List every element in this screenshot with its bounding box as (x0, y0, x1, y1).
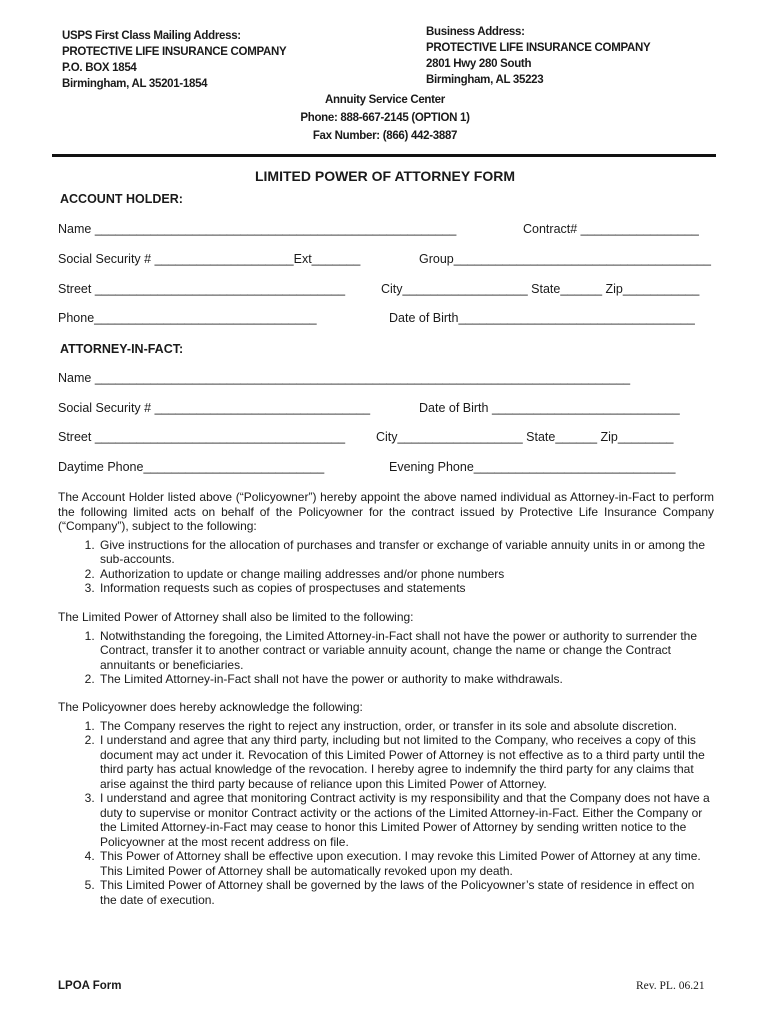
attorney-dob-field[interactable]: Date of Birth ___________________________ (419, 401, 680, 415)
list-item: 1. Give instructions for the allocation of purchases and transfer or exchange of variable annuity units in or among the sub-accounts. (98, 538, 714, 567)
limitations-intro: The Limited Power of Attorney shall also be limited to the following: (58, 610, 414, 624)
business-line: PROTECTIVE LIFE INSURANCE COMPANY (426, 42, 651, 54)
account-street-field[interactable]: Street ____________________________________ (58, 282, 346, 296)
service-center-phone: Phone: 888-667-2145 (OPTION 1) (300, 112, 470, 124)
intro-paragraph: The Account Holder listed above (“Policyowner”) hereby appoint the above named individual as Attorney-in-Fact to perform the following limited acts on behalf of the Policyowner for the contract issued by Protective Life Insurance Company (“Company”), subject to the following: (58, 490, 714, 533)
attorney-daytime-phone-field[interactable]: Daytime Phone__________________________ (58, 460, 325, 474)
list-item: 2. Authorization to update or change mailing addresses and/or phone numbers (98, 567, 714, 582)
account-holder-heading: ACCOUNT HOLDER: (60, 192, 183, 206)
business-line: Business Address: (426, 26, 525, 38)
service-center-fax: Fax Number: (866) 442-3887 (312, 130, 458, 142)
terms-section-2 (58, 610, 714, 687)
header-divider (52, 154, 716, 157)
account-city-state-zip-field[interactable]: City__________________ State______ Zip___________ (381, 282, 700, 296)
acknowledgement-intro: The Policyowner does hereby acknowledge the following: (58, 700, 363, 714)
list-item: 4. This Power of Attorney shall be effective upon execution. I may revoke this Limited Power of Attorney at any time. This Limited Power of Attorney shall be automatically revoked upon my death. (98, 849, 714, 878)
acknowledgement-list (58, 719, 714, 908)
attorney-ssn-field[interactable]: Social Security # _______________________________ (58, 401, 371, 415)
attorney-street-field[interactable]: Street ____________________________________ (58, 430, 346, 444)
usps-line: P.O. BOX 1854 (62, 62, 137, 74)
usps-line: Birmingham, AL 35201-1854 (62, 78, 208, 90)
business-line: 2801 Hwy 280 South (426, 58, 532, 70)
group-field[interactable]: Group_____________________________________ (419, 252, 711, 266)
contract-number-field[interactable]: Contract# _________________ (523, 222, 699, 236)
list-item: 5. This Limited Power of Attorney shall be governed by the laws of the Policyowner’s state of residence in effect on the date of execution. (98, 878, 714, 907)
usps-line: PROTECTIVE LIFE INSURANCE COMPANY (62, 46, 287, 58)
permitted-acts-list (58, 538, 714, 596)
account-name-field[interactable]: Name ____________________________________________________ (58, 222, 457, 236)
form-title: LIMITED POWER OF ATTORNEY FORM (254, 168, 516, 184)
terms-section-1 (58, 490, 714, 596)
terms-section-3 (58, 700, 714, 907)
business-line: Birmingham, AL 35223 (426, 74, 544, 86)
list-item: 3. Information requests such as copies of prospectuses and statements (98, 581, 714, 596)
service-center-line: Annuity Service Center (325, 94, 445, 106)
attorney-name-field[interactable]: Name _____________________________________________________________________________ (58, 371, 631, 385)
usps-line: USPS First Class Mailing Address: (62, 30, 241, 42)
account-dob-field[interactable]: Date of Birth__________________________________ (389, 311, 695, 325)
form-code: LPOA Form (58, 980, 122, 992)
revision-label: Rev. PL. 06.21 (636, 980, 705, 992)
business-address (426, 24, 650, 88)
attorney-evening-phone-field[interactable]: Evening Phone_____________________________ (389, 460, 676, 474)
list-item: 3. I understand and agree that monitoring Contract activity is my responsibility and that the Company does not have a duty to supervise or monitor Contract activity or the actions of the Limited Attorney-in-Fact. Either the Company or the Limited Attorney-in-Fact may cease to honor this Limited Power of Attorney by sending written notice to the Policyowner at the most recent address on file. (98, 791, 714, 849)
list-item: 2. The Limited Attorney-in-Fact shall not have the power or authority to make withdrawals. (98, 672, 714, 687)
attorney-heading: ATTORNEY-IN-FACT: (60, 342, 184, 356)
account-phone-field[interactable]: Phone________________________________ (58, 311, 317, 325)
service-center-contact (0, 91, 770, 145)
list-item: 2. I understand and agree that any third party, including but not limited to the Company, who receives a copy of this document may act under it. Revocation of this Limited Power of Attorney is not effective as to a third party until the third party has actual knowledge of the revocation. I hereby agree to indemnify the third party for any claims that arise against the third party because of reliance upon this Limited Power of Attorney. (98, 733, 714, 791)
usps-mailing-address (62, 28, 286, 92)
list-item: 1. Notwithstanding the foregoing, the Limited Attorney-in-Fact shall not have the power or authority to surrender the Contract, transfer it to another contract or variable annuity acount, change the name or change the Contract annuitants or beneficiaries. (98, 629, 714, 673)
list-item: 1. The Company reserves the right to reject any instruction, order, or transfer in its sole and absolute discretion. (98, 719, 714, 734)
attorney-city-state-zip-field[interactable]: City__________________ State______ Zip________ (376, 430, 674, 444)
limitations-list (58, 629, 714, 687)
account-ssn-field[interactable]: Social Security # ____________________Ext_______ (58, 252, 361, 266)
